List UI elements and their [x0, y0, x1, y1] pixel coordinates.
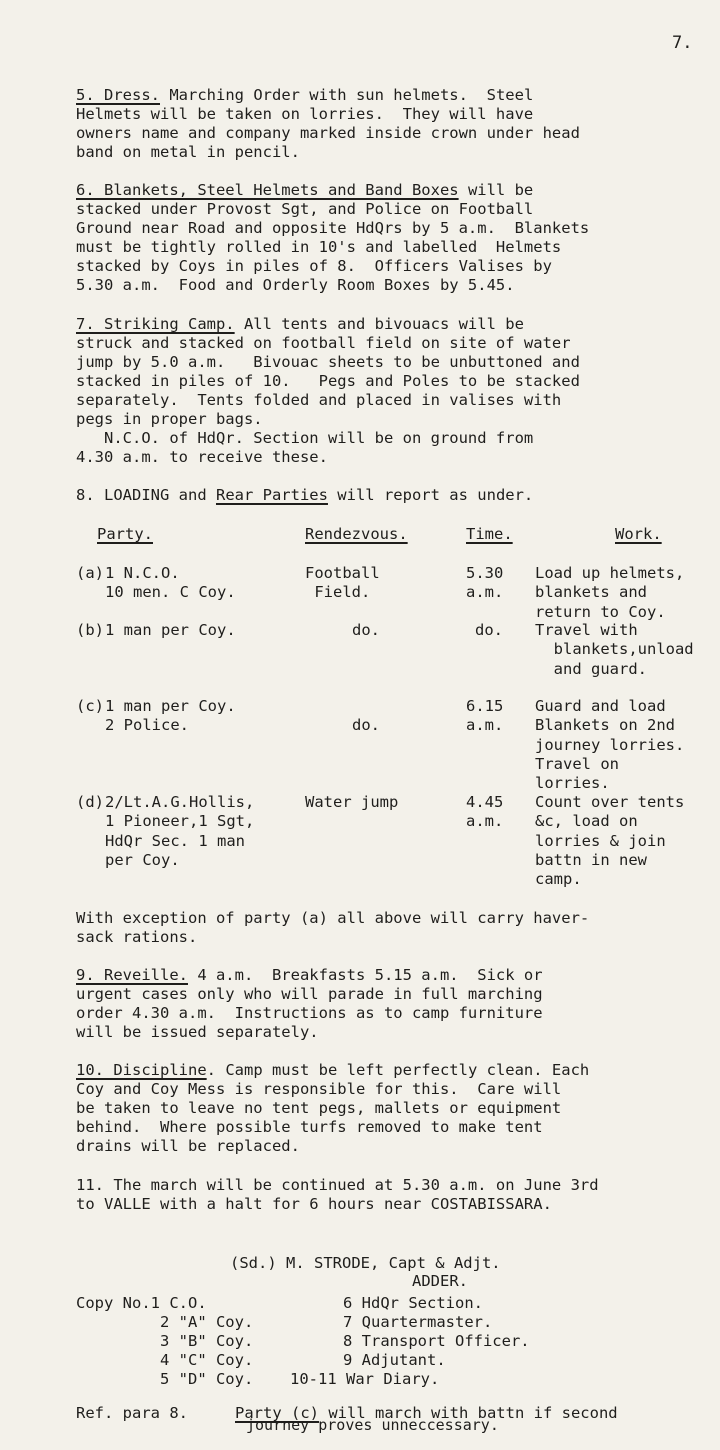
para-7-line: pegs in proper bags.: [76, 410, 263, 428]
para-6-line: stacked under Provost Sgt, and Police on Football: [76, 200, 534, 218]
cell-rendezvous: Water jump: [305, 793, 399, 811]
signature-line: (Sd.) M. STRODE, Capt & Adjt.: [230, 1254, 501, 1272]
para-6-line: Ground near Road and opposite HdQrs by 5 a.m. Blankets: [76, 219, 590, 237]
para-7-line-1: 7. Striking Camp. All tents and bivouacs will be: [76, 315, 524, 333]
copy-right: 10-11 War Diary.: [290, 1370, 440, 1388]
para-9-heading: 9. Reveille.: [76, 966, 188, 984]
para-9-line: order 4.30 a.m. Instructions as to camp furniture: [76, 1004, 543, 1022]
para-11-line: 11. The march will be continued at 5.30 a.m. on June 3rd: [76, 1176, 599, 1194]
para-7-line: separately. Tents folded and placed in valises with: [76, 391, 562, 409]
copy-right: 6 HdQr Section.: [343, 1294, 483, 1312]
para-7-line: jump by 5.0 a.m. Bivouac sheets to be unbuttoned and: [76, 353, 580, 371]
cell-party: 1 N.C.O. 10 men. C Coy.: [105, 564, 236, 602]
para-5-line: band on metal in pencil.: [76, 143, 300, 161]
para-6-heading: 6. Blankets, Steel Helmets and Band Boxes: [76, 181, 459, 199]
cell-time: 5.30 a.m.: [466, 564, 504, 602]
para-10-heading: 10. Discipline: [76, 1061, 207, 1079]
page-number: 7.: [672, 33, 693, 53]
para-7-line: struck and stacked on football field on site of water: [76, 334, 571, 352]
copy-left: 5 "D" Coy.: [76, 1370, 254, 1388]
copy-left: 3 "B" Coy.: [76, 1332, 254, 1350]
para-11-line: to VALLE with a halt for 6 hours near COSTABISSARA.: [76, 1195, 552, 1213]
para-7-line: stacked in piles of 10. Pegs and Poles to be stacked: [76, 372, 580, 390]
para-8-line-1: 8. LOADING and Rear Parties will report as under.: [76, 486, 534, 504]
cell-work: Travel with blankets,unload and guard.: [535, 621, 694, 678]
para-5-line: Helmets will be taken on lorries. They will have: [76, 105, 534, 123]
para-7-heading: 7. Striking Camp.: [76, 315, 235, 333]
para-10-line-1: 10. Discipline. Camp must be left perfectly clean. Each: [76, 1061, 590, 1079]
copy-right: 9 Adjutant.: [343, 1351, 446, 1369]
para-5-heading: 5. Dress.: [76, 86, 160, 104]
para-9-line-1: 9. Reveille. 4 a.m. Breakfasts 5.15 a.m. Sick or: [76, 966, 543, 984]
para-6-line: must be tightly rolled in 10's and labelled Helmets: [76, 238, 562, 256]
para-5-line-1: 5. Dress. Marching Order with sun helmets. Steel: [76, 86, 534, 104]
table-header-party: Party.: [97, 525, 153, 543]
para-7-line: 4.30 a.m. to receive these.: [76, 448, 328, 466]
exception-note-line: sack rations.: [76, 928, 198, 946]
para-10-line: drains will be replaced.: [76, 1137, 300, 1155]
cell-time: 4.45 a.m.: [466, 793, 504, 831]
para-8-heading: Rear Parties: [215, 486, 328, 504]
para-6-line-1: 6. Blankets, Steel Helmets and Band Boxes will be: [76, 181, 534, 199]
footer-party: Party (c): [235, 1404, 319, 1422]
para-10-line: Coy and Coy Mess is responsible for this. Care will: [76, 1080, 562, 1098]
cell-work: Guard and load Blankets on 2nd journey lorries. Travel on lorries.: [535, 697, 685, 793]
footer-line: Party (c) will march with battn if second: [235, 1404, 618, 1422]
para-6-line: stacked by Coys in piles of 8. Officers Valises by: [76, 257, 552, 275]
cell-time: 6.15 a.m.: [466, 697, 504, 735]
cell-rendezvous: do.: [352, 716, 380, 735]
footer-ref: Ref. para 8.: [76, 1404, 188, 1422]
cell-work: Count over tents &c, load on lorries & join battn in new camp.: [535, 793, 685, 889]
copy-left: 2 "A" Coy.: [76, 1313, 254, 1331]
cell-work: Load up helmets, blankets and return to Coy.: [535, 564, 685, 621]
cell-party: 1 man per Coy. 2 Police.: [105, 697, 236, 735]
copy-left: 4 "C" Coy.: [76, 1351, 254, 1369]
para-9-line: will be issued separately.: [76, 1023, 319, 1041]
signature-office: ADDER.: [412, 1272, 468, 1290]
para-6-line: 5.30 a.m. Food and Orderly Room Boxes by 5.45.: [76, 276, 515, 294]
cell-rendezvous: Football Field.: [305, 564, 380, 602]
copy-right: 7 Quartermaster.: [343, 1313, 493, 1331]
table-header-work: Work.: [615, 525, 662, 543]
row-label: (a): [76, 564, 104, 582]
table-header-time: Time.: [466, 525, 513, 543]
copy-right: 8 Transport Officer.: [343, 1332, 530, 1350]
cell-party: 1 man per Coy.: [105, 621, 236, 639]
para-5-line: owners name and company marked inside crown under head: [76, 124, 580, 142]
para-7-line: N.C.O. of HdQr. Section will be on ground from: [76, 429, 534, 447]
cell-time: do.: [475, 621, 503, 639]
cell-rendezvous: do.: [352, 621, 380, 639]
copy-left: Copy No.1 C.O.: [76, 1294, 207, 1312]
para-10-line: be taken to leave no tent pegs, mallets or equipment: [76, 1099, 562, 1117]
para-9-line: urgent cases only who will parade in full marching: [76, 985, 543, 1003]
para-10-line: behind. Where possible turfs removed to make tent: [76, 1118, 543, 1136]
exception-note-line: With exception of party (a) all above will carry haver-: [76, 909, 590, 927]
cell-party: 2/Lt.A.G.Hollis, 1 Pioneer,1 Sgt, HdQr Sec. 1 man per Coy.: [105, 793, 255, 869]
row-label: (c): [76, 697, 104, 715]
row-label: (d): [76, 793, 104, 811]
row-label: (b): [76, 621, 104, 639]
footer-overtype: journey proves unneccessary.: [246, 1416, 499, 1434]
table-header-rendezvous: Rendezvous.: [305, 525, 408, 543]
